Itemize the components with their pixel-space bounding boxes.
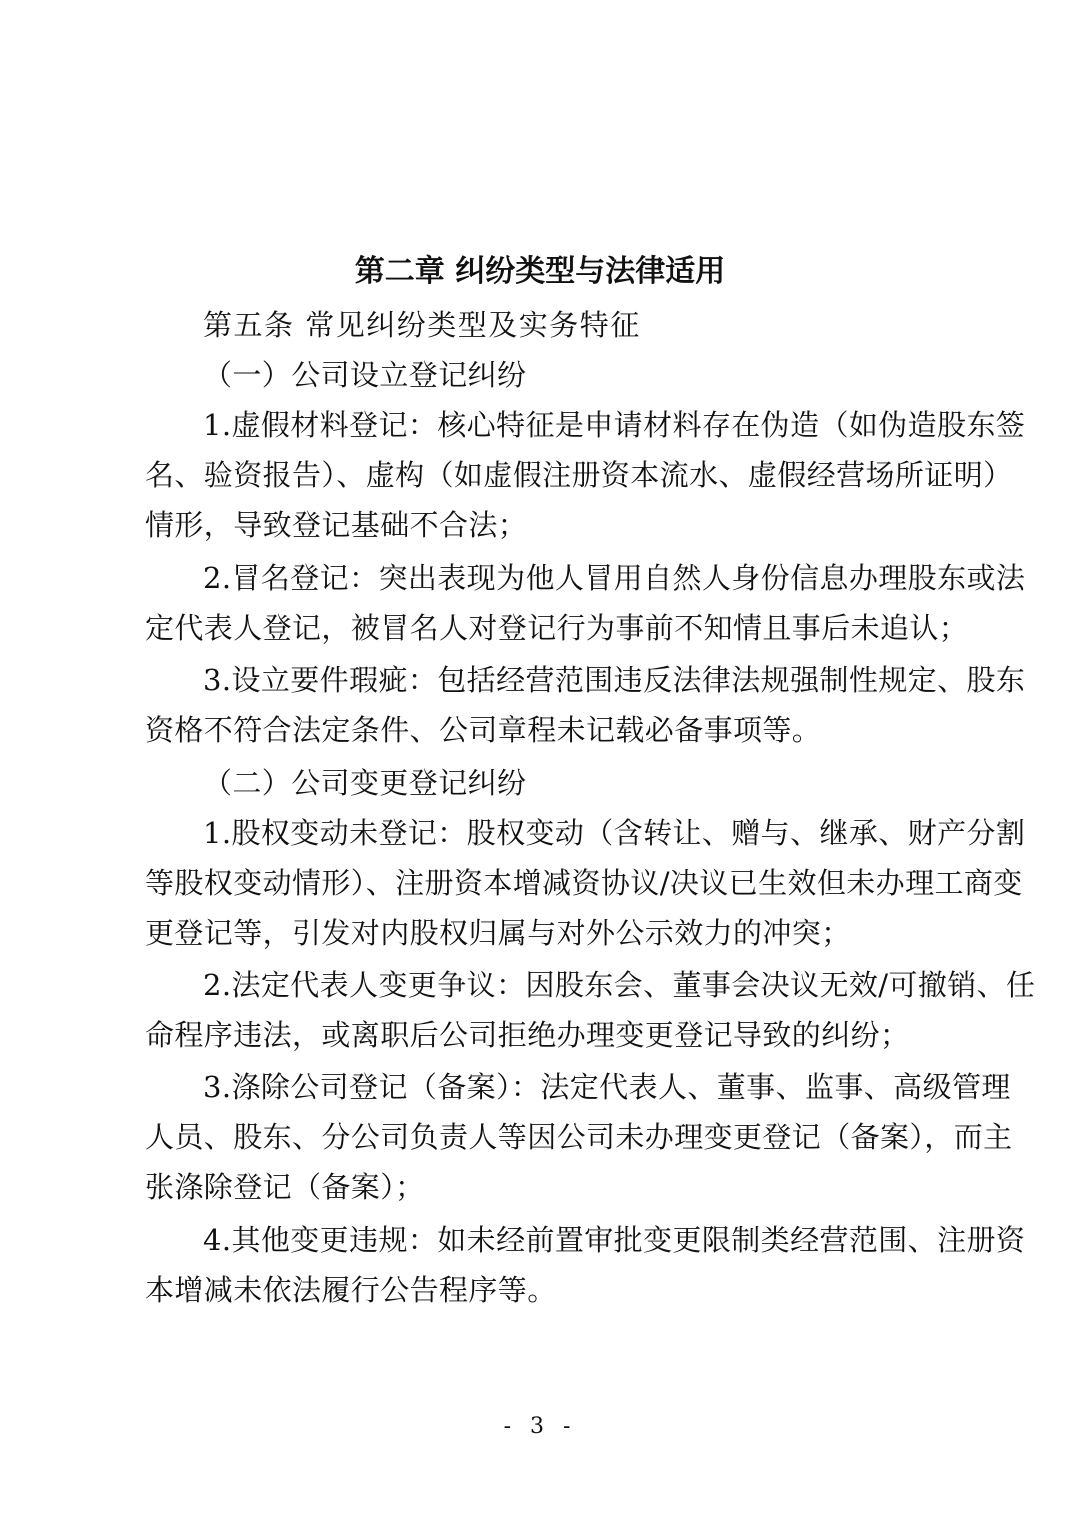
paragraph-line: 2.法定代表人变更争议：因股东会、董事会决议无效/可撤销、任 bbox=[203, 968, 1036, 1002]
article-heading: 第五条 常见纠纷类型及实务特征 bbox=[203, 308, 641, 342]
paragraph-line: 2.冒名登记：突出表现为他人冒用自然人身份信息办理股东或法 bbox=[203, 561, 1026, 595]
paragraph-line: 3.涤除公司登记（备案）：法定代表人、董事、监事、高级管理 bbox=[203, 1070, 1011, 1104]
paragraph-line: 本增减未依法履行公告程序等。 bbox=[145, 1273, 557, 1307]
paragraph-line: 情形，导致登记基础不合法； bbox=[145, 508, 528, 542]
paragraph-line: 更登记等，引发对内股权归属与对外公示效力的冲突； bbox=[145, 916, 851, 950]
paragraph-line: 3.设立要件瑕疵：包括经营范围违反法律法规强制性规定、股东 bbox=[203, 663, 1026, 697]
paragraph-line: 1.虚假材料登记：核心特征是申请材料存在伪造（如伪造股东签 bbox=[203, 408, 1026, 442]
paragraph-line: 1.股权变动未登记：股权变动（含转让、赠与、继承、财产分割 bbox=[203, 816, 1026, 850]
chapter-title: 第二章 纠纷类型与法律适用 bbox=[354, 254, 726, 289]
paragraph-line: 人员、股东、分公司负责人等因公司未办理变更登记（备案），而主 bbox=[145, 1120, 1013, 1154]
paragraph-line: 名、验资报告）、虚构（如虚假注册资本流水、虚假经营场所证明） bbox=[145, 458, 1013, 492]
paragraph-line: 定代表人登记，被冒名人对登记行为事前不知情且事后未追认； bbox=[145, 611, 969, 645]
paragraph-line: 命程序违法，或离职后公司拒绝办理变更登记导致的纠纷； bbox=[145, 1018, 910, 1052]
page-number: - 3 - bbox=[503, 1414, 577, 1439]
paragraph-line: 张涤除登记（备案）； bbox=[145, 1170, 425, 1204]
section-heading: （一）公司设立登记纠纷 bbox=[203, 358, 527, 392]
paragraph-line: 资格不符合法定条件、公司章程未记载必备事项等。 bbox=[145, 713, 822, 747]
paragraph-line: 4.其他变更违规：如未经前置审批变更限制类经营范围、注册资 bbox=[203, 1223, 1026, 1257]
section-heading: （二）公司变更登记纠纷 bbox=[203, 766, 527, 800]
paragraph-line: 等股权变动情形）、注册资本增减资协议/决议已生效但未办理工商变 bbox=[145, 866, 1023, 900]
